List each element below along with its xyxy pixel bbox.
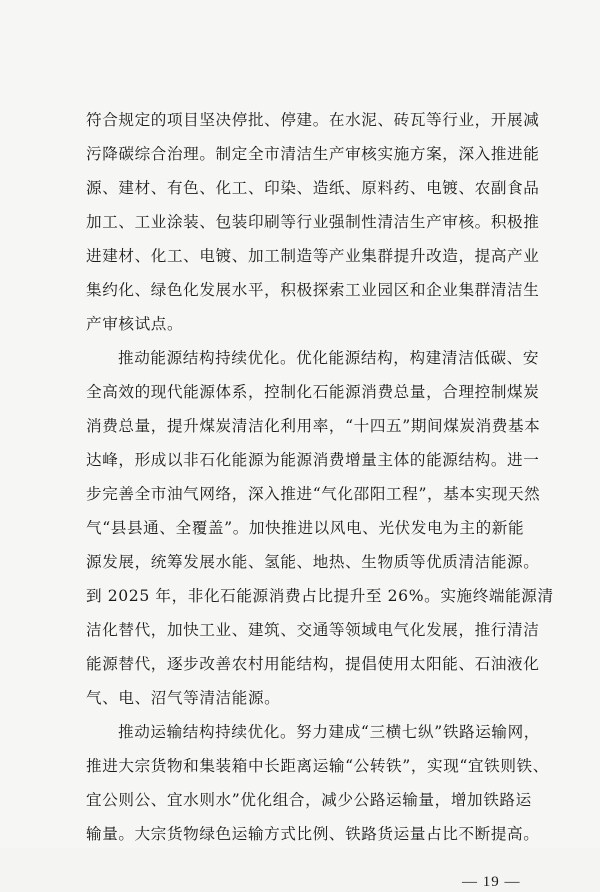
paragraph-2-line-4: 达峰，形成以非石化能源为能源消费增量主体的能源结构。进一 bbox=[86, 451, 540, 469]
paragraph-2-line-1: 推动能源结构持续优化。优化能源结构，构建清洁低碳、安 bbox=[118, 349, 540, 367]
paragraph-3-line-1: 推动运输结构持续优化。努力建成“三横七纵”铁路运输网， bbox=[118, 723, 540, 741]
paragraph-1-line-2: 污降碳综合治理。制定全市清洁生产审核实施方案，深入推进能 bbox=[86, 145, 540, 163]
paragraph-2-line-5: 步完善全市油气网络，深入推进“气化邵阳工程”，基本实现天然 bbox=[86, 485, 541, 503]
paragraph-2-line-3: 消费总量，提升煤炭清洁化利用率，“十四五”期间煤炭消费基本 bbox=[86, 417, 541, 435]
paragraph-2-line-7: 源发展，统筹发展水能、氢能、地热、生物质等优质清洁能源。 bbox=[86, 553, 540, 571]
paragraph-1-line-7: 产审核试点。 bbox=[86, 315, 184, 333]
paragraph-1-line-1: 符合规定的项目坚决停批、停建。在水泥、砖瓦等行业，开展减 bbox=[86, 111, 540, 129]
paragraph-2-line-11: 气、电、沼气等清洁能源。 bbox=[86, 689, 281, 707]
paragraph-2-line-6: 气“县县通、全覆盖”。加快推进以风电、光伏发电为主的新能 bbox=[86, 519, 525, 537]
paragraph-2-line-2: 全高效的现代能源体系，控制化石能源消费总量，合理控制煤炭 bbox=[86, 383, 540, 401]
paragraph-1-line-4: 加工、工业涂装、包装印刷等行业强制性清洁生产审核。积极推 bbox=[86, 213, 540, 231]
paragraph-1-line-3: 源、建材、有色、化工、印染、造纸、原料药、电镀、农副食品 bbox=[86, 179, 540, 197]
paragraph-2-line-8: 到 2025 年，非化石能源消费占比提升至 26%。实施终端能源清 bbox=[86, 587, 554, 605]
paragraph-2-line-10: 能源替代，逐步改善农村用能结构，提倡使用太阳能、石油液化 bbox=[86, 655, 540, 673]
paragraph-3-line-4: 输量。大宗货物绿色运输方式比例、铁路货运量占比不断提高。 bbox=[86, 825, 540, 843]
paragraph-1-line-5: 进建材、化工、电镀、加工制造等产业集群提升改造，提高产业 bbox=[86, 247, 540, 265]
paragraph-3-line-2: 推进大宗货物和集装箱中长距离运输“公转铁”，实现“宜铁则铁、 bbox=[86, 757, 549, 775]
paragraph-2-line-9: 洁化替代，加快工业、建筑、交通等领域电气化发展，推行清洁 bbox=[86, 621, 540, 639]
paragraph-3-line-3: 宜公则公、宜水则水”优化组合，减少公路运输量，增加铁路运 bbox=[86, 791, 532, 809]
paragraph-1-line-6: 集约化、绿色化发展水平，积极探索工业园区和企业集群清洁生 bbox=[86, 281, 540, 299]
page-number: — 19 — bbox=[462, 874, 521, 890]
